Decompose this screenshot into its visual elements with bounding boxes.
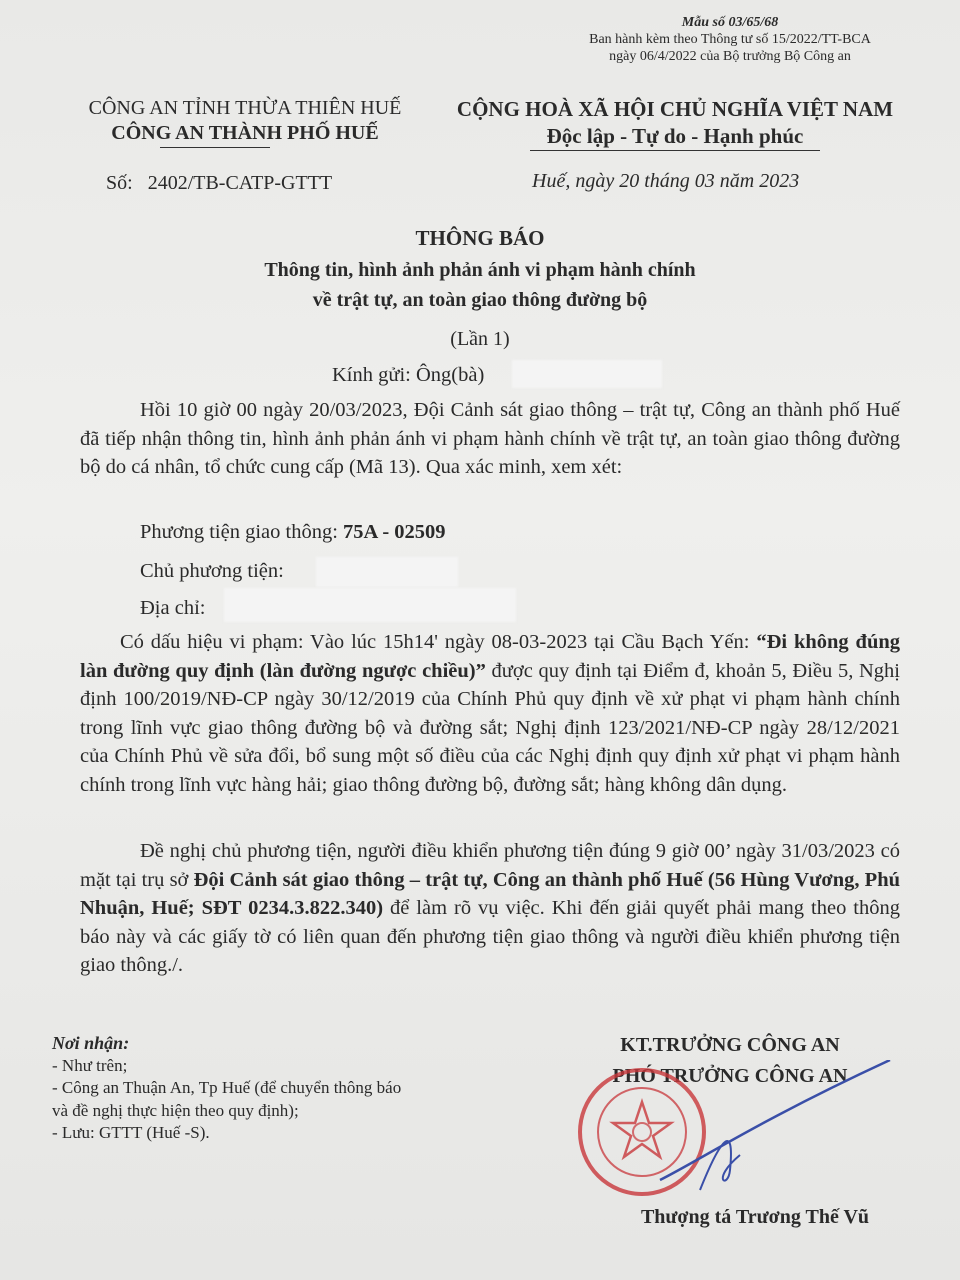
document-date: Huế, ngày 20 tháng 03 năm 2023 (532, 170, 800, 192)
violation-description: “Đi không đúng làn đường quy định (làn đường ngược chiều)” (80, 631, 900, 682)
recipient-item: - Công an Thuận An, Tp Huế (để chuyển thông báo (52, 1078, 402, 1097)
recipient-item: - Như trên; (52, 1055, 128, 1075)
recipients-block (52, 1032, 401, 1145)
vehicle-label: Phương tiện giao thông: (140, 521, 338, 543)
document-subtitle-2: về trật tự, an toàn giao thông đường bộ (312, 289, 648, 311)
signer-name: Thượng tá Trương Thế Vũ (640, 1206, 870, 1228)
document-number-label: Số: (106, 172, 133, 194)
office-address: Đội Cảnh sát giao thông – trật tự, Công an thành phố Huế (56 Hùng Vương, Phú Nhuận, Huế; SĐT 0234.3.822.340) (80, 868, 901, 920)
parent-agency: CÔNG AN TỈNH THỪA THIÊN HUẾ (88, 97, 402, 119)
vehicle-plate: 75A - 02509 (343, 521, 446, 543)
form-issued-line-2: ngày 06/4/2022 của Bộ trưởng Bộ Công an (609, 49, 851, 64)
motto-underline (530, 150, 820, 151)
owner-label: Chủ phương tiện: (140, 560, 284, 582)
agency-name: CÔNG AN THÀNH PHỐ HUẾ (111, 122, 379, 144)
handwritten-signature (640, 1060, 900, 1200)
notice-round: (Lần 1) (450, 328, 510, 350)
redacted-recipient (512, 360, 662, 388)
intro-paragraph: Hồi 10 giờ 00 ngày 20/03/2023, Đội Cảnh sát giao thông – trật tự, Công an thành phố Huế đã tiếp nhận thông tin, hình ảnh phản ánh vi phạm hành chính về trật tự, an toàn giao thông đường bộ do cá nhân, tổ chức cung cấp (Mã 13). Qua xác minh, xem xét: (80, 399, 900, 479)
signature-role-2: PHÓ TRƯỞNG CÔNG AN (612, 1065, 848, 1087)
form-reference (560, 14, 900, 65)
request-paragraph: Đề nghị chủ phương tiện, người điều khiển phương tiện đúng 9 giờ 00’ ngày 31/03/2023 có mặt tại trụ sở Đội Cảnh sát giao thông – trật tự, Công an thành phố Huế (56 Hùng Vương, Phú Nhuận, Huế; SĐT 0234.3.822.340) để làm rõ vụ việc. Khi đến giải quyết phải mang theo thông báo này và các giấy tờ có liên quan đến phương tiện giao thông và người điều khiển phương tiện giao thông./. (80, 840, 901, 977)
redacted-owner (316, 557, 458, 587)
address-label: Địa chỉ: (140, 597, 206, 619)
vehicle-line (140, 518, 446, 547)
recipient-item: và đề nghị thực hiện theo quy định); (52, 1100, 299, 1120)
national-header (420, 96, 930, 150)
form-issued-line-1: Ban hành kèm theo Thông tư số 15/2022/TT-BCA (589, 32, 871, 47)
issuing-agency (40, 96, 450, 146)
document-number (106, 172, 332, 195)
document-title: THÔNG BÁO (415, 226, 545, 250)
agency-underline (160, 147, 270, 148)
motto: Độc lập - Tự do - Hạnh phúc (546, 124, 804, 148)
recipients-heading: Nơi nhận: (52, 1033, 130, 1053)
recipient-label: Kính gửi: Ông(bà) (332, 364, 485, 386)
document-subtitle-1: Thông tin, hình ảnh phản ánh vi phạm hành chính (264, 259, 696, 281)
document-number-value: 2402/TB-CATP-GTTT (147, 172, 333, 194)
form-number: Mẫu số 03/65/68 (681, 15, 779, 30)
country-name: CỘNG HOÀ XÃ HỘI CHỦ NGHĨA VIỆT NAM (456, 97, 894, 121)
violation-paragraph: Có dấu hiệu vi phạm: Vào lúc 15h14' ngày 08-03-2023 tại Cầu Bạch Yến: “Đi không đúng làn đường quy định (làn đường ngược chiều)” được quy định tại Điểm đ, khoản 5, Điều 5, Nghị định 100/2019/NĐ-CP ngày 30/12/2019 của Chính Phủ quy định về xử phạt vi phạm hành chính trong lĩnh vực giao thông đường bộ và đường sắt; Nghị định 123/2021/NĐ-CP ngày 28/12/2021 của Chính Phủ về sửa đổi, bổ sung một số điều của các Nghị định quy định xử phạt vi phạm hành chính trong lĩnh vực hàng hải; giao thông đường bộ, đường sắt; hàng không dân dụng. (80, 631, 900, 796)
recipient-item: - Lưu: GTTT (Huế -S). (52, 1123, 210, 1142)
signature-role-1: KT.TRƯỞNG CÔNG AN (620, 1034, 840, 1056)
redacted-address (224, 588, 516, 622)
